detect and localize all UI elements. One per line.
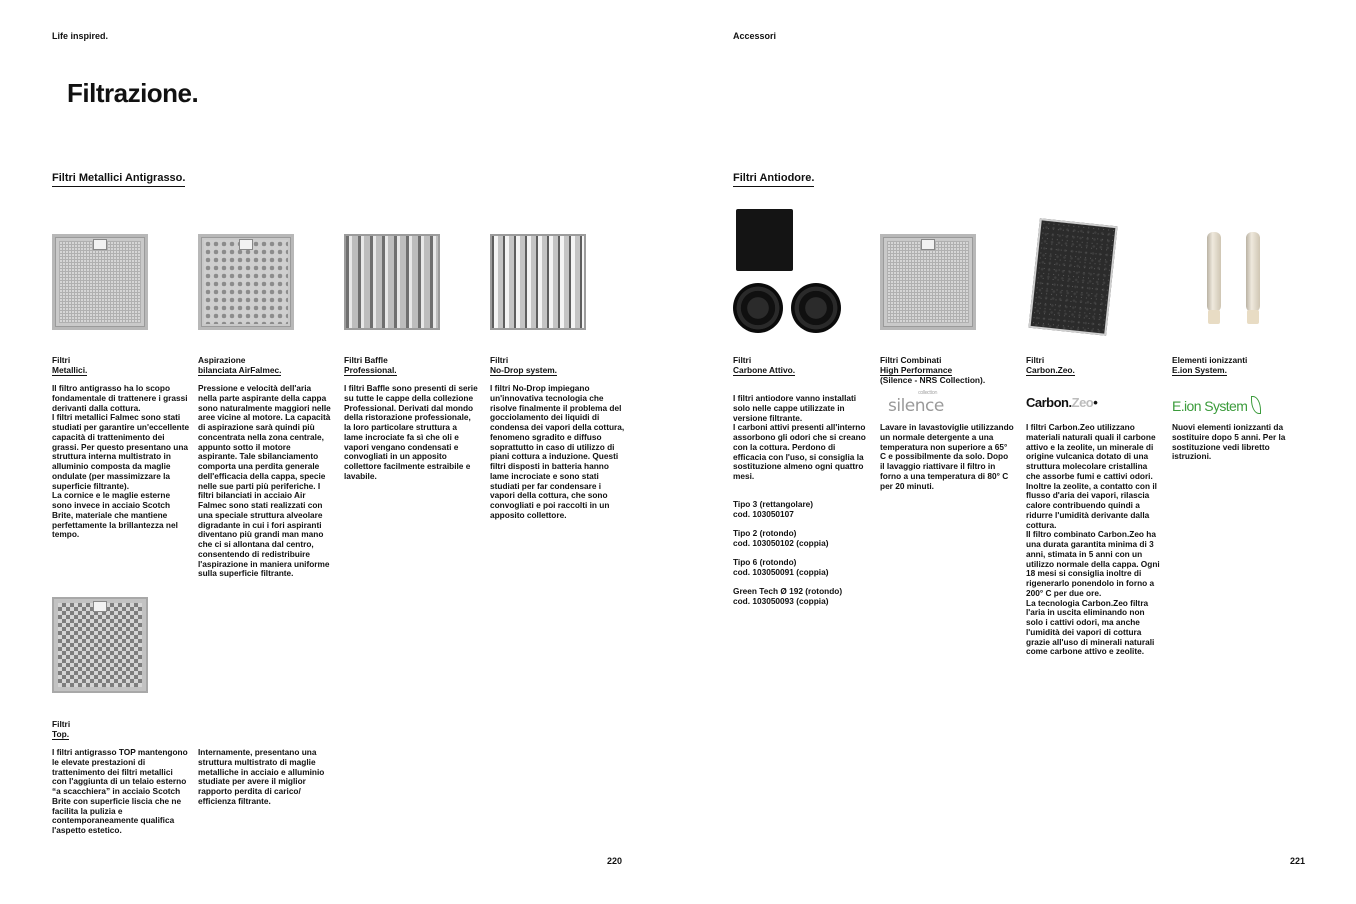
- caption-eion: Elementi ionizzanti E.ion System.: [1172, 355, 1248, 375]
- text-airfalmec: [198, 384, 332, 579]
- metal-filter-image: [52, 234, 148, 330]
- ion-element-image-2: [1246, 232, 1260, 312]
- caption-combinati: Filtri Combinati High Performance (Silence - NRS Collection).: [880, 355, 986, 385]
- caption-top: Filtri Top.: [52, 719, 71, 739]
- caption-zeo: Filtri Carbon.Zeo.: [1026, 355, 1075, 375]
- text-metallici-body: Il filtro antigrasso ha lo scopo fondamentale di trattenere i grassi derivanti dalla cottura. I filtri metallici Falmec sono stati studiati per garantire un'eccellente capacità di trattenimento dei grassi. Per questo presentano una struttura interna multistrato in alluminio composta da maglie ondulate (per massimizzare la superficie filtrante). La cornice e le maglie esterne sono invece in acciaio Scotch Brite, materiale che mantiene perfettamente la brillantezza nel tempo.: [52, 383, 190, 540]
- text-baffle: [344, 384, 478, 482]
- carbon-round-filter-image-1: [733, 283, 783, 333]
- text-metallici: [52, 384, 190, 540]
- text-eion: [1172, 423, 1306, 462]
- page-number-right: 221: [1290, 856, 1306, 866]
- text-nodrop-body: I filtri No-Drop impiegano un'innovativa tecnologia che risolve finalmente il problema del gocciolamento dei liquidi di condensa dei vapori della cottura, fenomeno sgradito e diffuso soprattutto in caso di utilizzo di piani cottura a induzione. Questi filtri disposti in batteria hanno lame incrociate e sono stati studiati per far condensare i vapori della cottura, che sono convogliati e poi raccolti in un apposito collettore.: [490, 383, 625, 520]
- carbon-zeo-logo: Carbon.Zeo•: [1026, 395, 1098, 410]
- caption-nodrop: Filtri No-Drop system.: [490, 355, 558, 375]
- carbon-zeo-filter-image: [1028, 218, 1117, 336]
- code-item: Tipo 3 (rettangolare) cod. 103050107: [733, 499, 814, 519]
- carbon-round-filter-image-2: [791, 283, 841, 333]
- section-title-metallic: Filtri Metallici Antigrasso.: [52, 172, 185, 187]
- ion-element-image-1: [1207, 232, 1221, 312]
- text-top-2: [198, 748, 328, 807]
- caption-airfalmec: Aspirazione bilanciata AirFalmec.: [198, 355, 282, 375]
- nodrop-filter-image: [490, 234, 586, 330]
- text-carbone: [733, 394, 867, 482]
- text-airfalmec-body: Pressione e velocità dell'aria nella parte aspirante della cappa sono naturalmente maggiori nelle aree vicine al motore. La capacità di aspirazione sarà quindi più concentrata nella zona centrale, appunto sotto il motore aspirante. Tale sbilanciamento comporta una perdita generale dell'efficacia della cappa, specie nelle sue parti più periferiche. I filtri bilanciati in acciaio Air Falmec sono stati realizzati con una speciale struttura alveolare digradante in cui i fori aspiranti diventano più grandi man mano che ci si allontana dal centro, consentendo di redistribuire l'aspirazione in maniera uniforme sulla superficie filtrante.: [198, 383, 331, 579]
- caption-metallici: Filtri Metallici.: [52, 355, 88, 375]
- code-item: Tipo 2 (rotondo) cod. 103050102 (coppia): [733, 528, 829, 548]
- text-eion-body: Nuovi elementi ionizzanti da sostituire dopo 5 anni. Per la sostituzione vedi libretto istruzioni.: [1172, 422, 1286, 462]
- top-filter-image: [52, 597, 148, 693]
- page-number-left: 220: [607, 856, 623, 866]
- silence-logo: collection silence: [888, 390, 944, 416]
- text-top: [52, 748, 188, 836]
- combined-filter-image: [880, 234, 976, 330]
- eion-logo: E.ion System: [1172, 396, 1261, 414]
- text-top-body: I filtri antigrasso TOP mantengono le elevate prestazioni di trattenimento dei filtri metallici con l'aggiunta di un telaio esterno “a scacchiera” in acciaio Scotch Brite con superficie liscia che ne facilita la pulizia e contemporaneamente qualifica l'aspetto estetico.: [52, 747, 188, 835]
- code-list: [733, 500, 873, 607]
- text-carbone-body: I filtri antiodore vanno installati solo nelle cappe utilizzate in versione filtrante. I carboni attivi presenti all'interno assorbono gli odori che si creano con la cottura. Perdono di efficacia con l'uso, si consiglia la sostituzione almeno ogni quattro mesi.: [733, 393, 866, 481]
- section-title-odour: Filtri Antiodore.: [733, 172, 814, 187]
- code-item: Green Tech Ø 192 (rotondo) cod. 103050093 (coppia): [733, 586, 843, 606]
- header-left: Life inspired.: [52, 31, 109, 41]
- caption-carbone: Filtri Carbone Attivo.: [733, 355, 796, 375]
- text-zeo: [1026, 423, 1160, 657]
- leaf-icon: [1251, 396, 1261, 414]
- text-baffle-body: I filtri Baffle sono presenti di serie su tutte le cappe della collezione Professional. Derivati dal mondo della ristorazione professionale, la loro particolare struttura a lame incrociate fa sì che oli e vapori vengano condensati e convogliati in un apposito collettore facilmente estraibile e lavabile.: [344, 383, 478, 481]
- text-top-body-2: Internamente, presentano una struttura multistrato di maglie metalliche in acciaio e alluminio studiate per avere il miglior rapporto perdita di carico/ efficienza filtrante.: [198, 747, 325, 806]
- text-nodrop: [490, 384, 626, 521]
- header-right: Accessori: [733, 31, 777, 41]
- ion-element-cap-1: [1208, 310, 1220, 324]
- page-title: Filtrazione.: [67, 78, 199, 108]
- baffle-filter-image: [344, 234, 440, 330]
- airfalmec-filter-image: [198, 234, 294, 330]
- carbon-rect-filter-image: [736, 209, 793, 271]
- text-combinati-body: Lavare in lavastoviglie utilizzando un normale detergente a una temperatura non superiore a 65° C e possibilmente da solo. Dopo il lavaggio riattivare il filtro in forno a una temperatura di 80° C per 20 minuti.: [880, 422, 1014, 491]
- code-item: Tipo 6 (rotondo) cod. 103050091 (coppia): [733, 557, 829, 577]
- text-zeo-body: I filtri Carbon.Zeo utilizzano materiali naturali quali il carbone attivo e la zeolite, un minerale di origine vulcanica dotato di una struttura molecolare cristallina che assorbe fumi e cattivi odori. Inoltre la zeolite, a contatto con il flusso d'aria dei vapori, rilascia calore contribuendo quindi a ridurre l'umidità derivante dalla cottura. Il filtro combinato Carbon.Zeo ha una durata garantita minima di 3 anni, stimata in 5 anni con un utilizzo normale della cappa. Ogni 18 mesi si consiglia inoltre di rigenerarlo ponendolo in forno a 200° C per due ore. La tecnologia Carbon.Zeo filtra l'aria in uscita eliminando non solo i cattivi odori, ma anche l'umidità dei vapori di cottura grazie all'uso di minerali naturali come carbone attivo e zeolite.: [1026, 422, 1160, 657]
- text-combinati: [880, 423, 1014, 491]
- caption-baffle: Filtri Baffle Professional.: [344, 355, 397, 375]
- ion-element-cap-2: [1247, 310, 1259, 324]
